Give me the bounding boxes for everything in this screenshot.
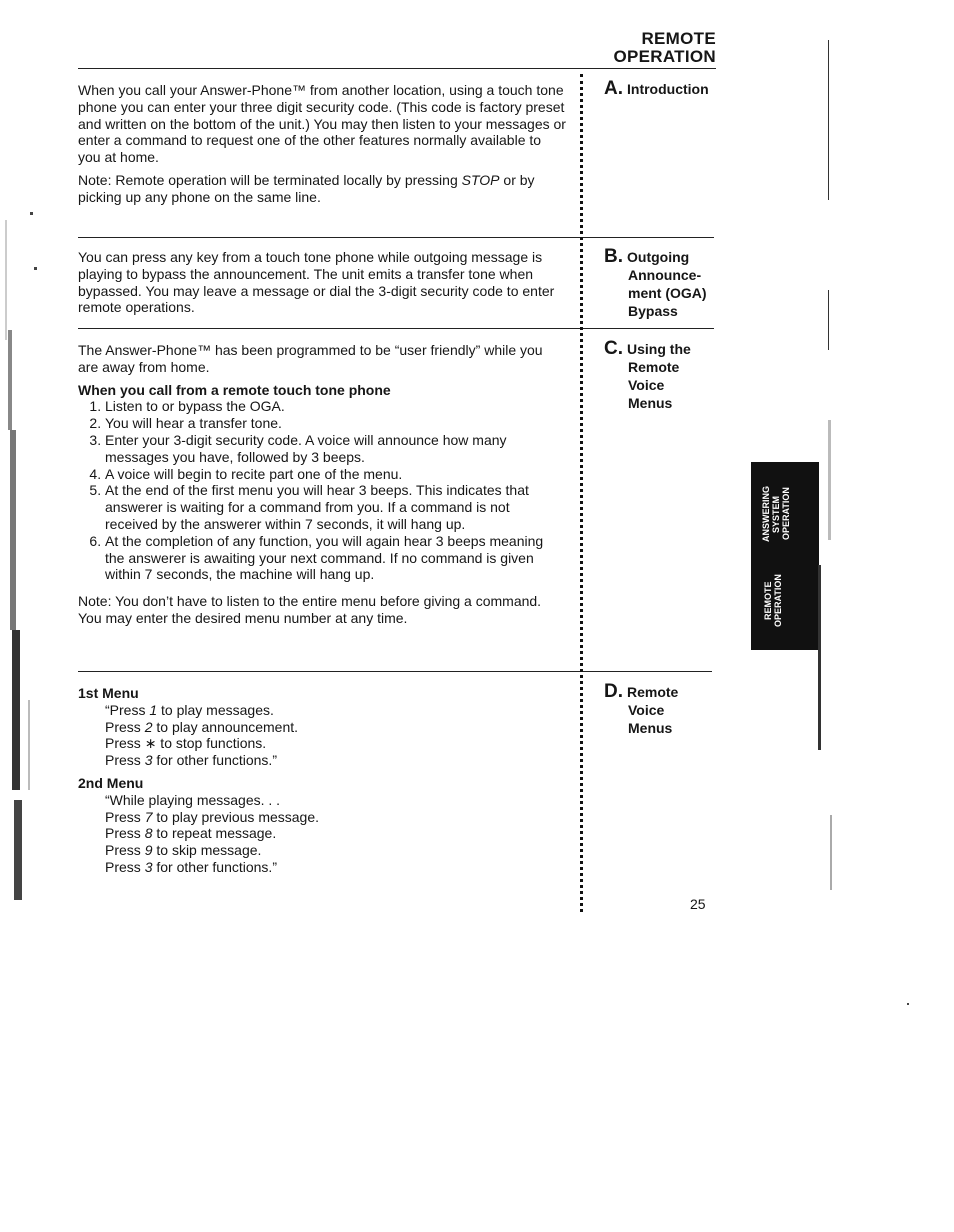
scan-mark: [828, 420, 831, 540]
section-a-body: [78, 82, 566, 206]
scan-mark: [12, 630, 20, 790]
chapter-side-tab: [751, 462, 819, 650]
section-c-title-3: Voice: [628, 377, 665, 393]
rule-c-top: [78, 328, 714, 329]
menu-1-line: Press 3 for other functions.”: [105, 752, 277, 769]
section-d-letter: D.: [604, 681, 623, 702]
menu-2-line: Press 9 to skip message.: [105, 842, 262, 859]
step-item: 1. Listen to or bypass the OGA.: [105, 398, 566, 415]
section-d-title-1: Remote: [627, 684, 679, 700]
section-b-letter: B.: [604, 246, 623, 267]
column-divider: [580, 74, 593, 912]
section-c-heading: [604, 340, 716, 412]
section-b-heading: [604, 248, 716, 320]
rule-d-top: [78, 671, 712, 672]
menu-1-line: Press 2 to play announcement.: [105, 718, 299, 735]
section-c-subheading: When you call from a remote touch tone phone: [78, 381, 391, 398]
section-c-title-1: Using the: [627, 341, 691, 357]
section-b-title-1: Outgoing: [627, 249, 690, 265]
section-header: [560, 30, 716, 66]
rule-b-top: [78, 237, 714, 238]
section-b-body: [78, 249, 566, 316]
scan-mark: [907, 1003, 909, 1005]
section-a-title: Introduction: [627, 81, 709, 97]
scan-mark: [28, 700, 30, 790]
edge-line: [828, 290, 829, 350]
step-item: 2. You will hear a transfer tone.: [105, 415, 566, 432]
menu-2-line: Press 3 for other functions.”: [105, 858, 277, 875]
section-c-letter: C.: [604, 338, 623, 359]
edge-line: [818, 565, 821, 750]
header-line-1: REMOTE: [641, 29, 716, 48]
stop-key-label: STOP: [461, 171, 500, 188]
section-d-title-3: Menus: [628, 720, 673, 736]
note-prefix: Note: Remote operation will be terminated locally by pressing: [78, 171, 462, 188]
section-b-title-2: Announce-: [628, 267, 702, 283]
note-suffix: or by picking up any phone on the same line.: [78, 171, 535, 205]
scan-mark: [10, 430, 16, 630]
menu-2-line: “While playing messages. . .: [105, 791, 281, 808]
section-c-note: Note: You don’t have to listen to the entire menu before giving a command. You may enter the desired menu number at any time.: [78, 593, 542, 626]
section-c-title-2: Remote: [628, 359, 680, 375]
scan-mark: [14, 800, 22, 900]
tab-remote-operation: REMOTE OPERATION: [763, 574, 783, 628]
section-d-title-2: Voice: [628, 702, 665, 718]
section-c-intro: The Answer-Phone™ has been programmed to be “user friendly” while you are away from home.: [78, 342, 543, 375]
menu-2-line: Press 7 to play previous message.: [105, 808, 320, 825]
section-c-body: [78, 342, 566, 627]
scan-mark: [8, 330, 12, 430]
section-d-heading: [604, 683, 716, 737]
section-a-heading: [604, 80, 716, 98]
scan-mark: [830, 815, 832, 890]
section-d-body: [78, 685, 566, 876]
section-b-title-4: Bypass: [628, 303, 678, 319]
edge-line: [828, 40, 829, 200]
menu-1-heading: 1st Menu: [78, 685, 139, 701]
scan-mark: [30, 212, 33, 215]
menu-2-line: Press 8 to repeat message.: [105, 825, 277, 842]
step-item: 3. Enter your 3-digit security code. A voice will announce how many messages you have, followed by 3 beeps.: [105, 432, 566, 466]
scan-mark: [34, 267, 37, 270]
page-number: 25: [690, 896, 706, 912]
section-a-letter: A.: [604, 78, 623, 99]
header-line-2: OPERATION: [613, 47, 716, 66]
section-a-note: [78, 172, 566, 206]
tab-answering-system-operation: ANSWERING SYSTEM OPERATION: [761, 486, 791, 542]
step-item: 6. At the completion of any function, you will again hear 3 beeps meaning the answerer is awaiting your next command. If no command is given within 7 seconds, the machine will hang up.: [105, 533, 566, 583]
menu-2-heading: 2nd Menu: [78, 774, 144, 791]
section-a-paragraph: When you call your Answer-Phone™ from another location, using a touch tone phone you can enter your three digit security code. (This code is factory preset and written on the bottom of the unit.) You may then listen to your messages or enter a command to request one of the other features normally available to you at home.: [78, 82, 566, 166]
step-item: 4. A voice will begin to recite part one of the menu.: [105, 466, 566, 483]
menu-1-line: Press ∗ to stop functions.: [105, 735, 267, 752]
section-c-steps: [78, 398, 566, 583]
section-c-title-4: Menus: [628, 395, 673, 411]
section-b-paragraph: You can press any key from a touch tone phone while outgoing message is playing to bypass the announcement. The unit emits a transfer tone when bypassed. You may leave a message or dial the 3-digit security code to enter remote operations.: [78, 249, 555, 316]
menu-1-line: “Press 1 to play messages.: [105, 701, 274, 718]
scan-mark: [5, 220, 7, 340]
step-item: 5. At the end of the first menu you will hear 3 beeps. This indicates that answerer is waiting for a command from you. If a command is not received by the answerer within 7 seconds, it will hang up.: [105, 482, 566, 532]
rule-a-top: [78, 68, 716, 69]
section-b-title-3: ment (OGA): [628, 285, 707, 301]
